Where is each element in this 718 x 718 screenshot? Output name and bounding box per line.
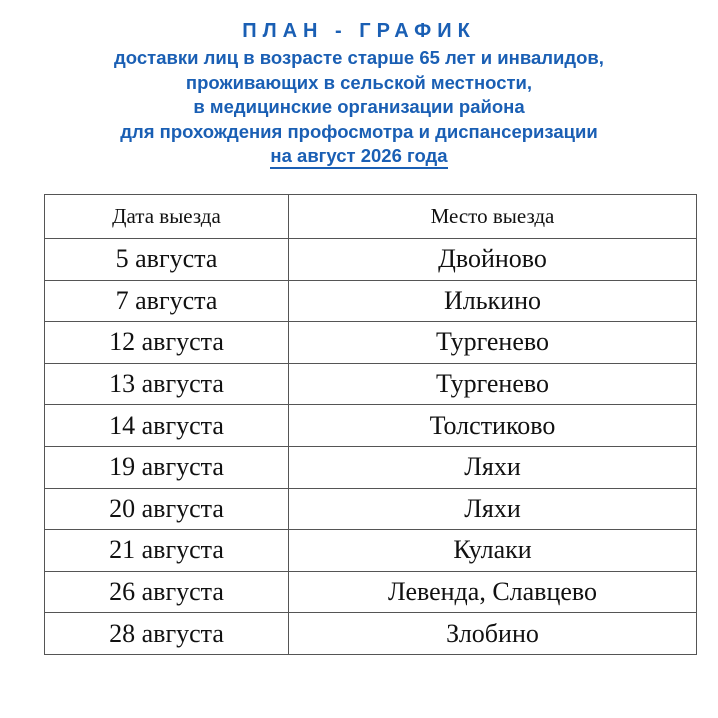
column-header-place: Место выезда: [289, 195, 697, 239]
place-cell: Тургенево: [289, 363, 697, 405]
table-row: [45, 530, 697, 572]
date-cell: 12 августа: [45, 322, 289, 364]
table-row: [45, 488, 697, 530]
date-cell: 7 августа: [45, 280, 289, 322]
date-cell: 19 августа: [45, 446, 289, 488]
date-cell: 14 августа: [45, 405, 289, 447]
table-row: [45, 571, 697, 613]
date-cell: 21 августа: [45, 530, 289, 572]
date-cell: 13 августа: [45, 363, 289, 405]
subtitle-line-2: проживающих в сельской местности,: [185, 71, 533, 93]
place-cell: Тургенево: [289, 322, 697, 364]
place-cell: Двойново: [289, 239, 697, 281]
place-cell: Кулаки: [289, 530, 697, 572]
subtitle-line-1: доставки лиц в возрасте старше 65 лет и инвалидов,: [114, 47, 604, 68]
table-row: [45, 613, 697, 655]
date-cell: 5 августа: [45, 239, 289, 281]
place-cell: Левенда, Славцево: [289, 571, 697, 613]
table-row: [45, 363, 697, 405]
table-row: [45, 239, 697, 281]
table-row: [45, 280, 697, 322]
place-cell: Злобино: [289, 613, 697, 655]
place-cell: Ляхи: [289, 488, 697, 530]
date-cell: 26 августа: [45, 571, 289, 613]
subtitle-line-4: для прохождения профосмотра и диспансеризации: [120, 120, 598, 142]
place-cell: Ляхи: [289, 446, 697, 488]
table-row: [45, 322, 697, 364]
document-title: ПЛАН - ГРАФИК: [242, 20, 476, 42]
column-header-date: Дата выезда: [45, 195, 289, 239]
period-line: [0, 144, 718, 169]
schedule-table: [44, 194, 697, 655]
period-label: на август 2026 года: [270, 145, 447, 169]
subtitle-line-3: в медицинские организации района: [193, 96, 525, 117]
date-cell: 28 августа: [45, 613, 289, 655]
table-header-row: [45, 195, 697, 239]
place-cell: Толстиково: [289, 405, 697, 447]
document-header: [0, 18, 718, 169]
table-row: [45, 446, 697, 488]
place-cell: Илькино: [289, 280, 697, 322]
table-row: [45, 405, 697, 447]
date-cell: 20 августа: [45, 488, 289, 530]
